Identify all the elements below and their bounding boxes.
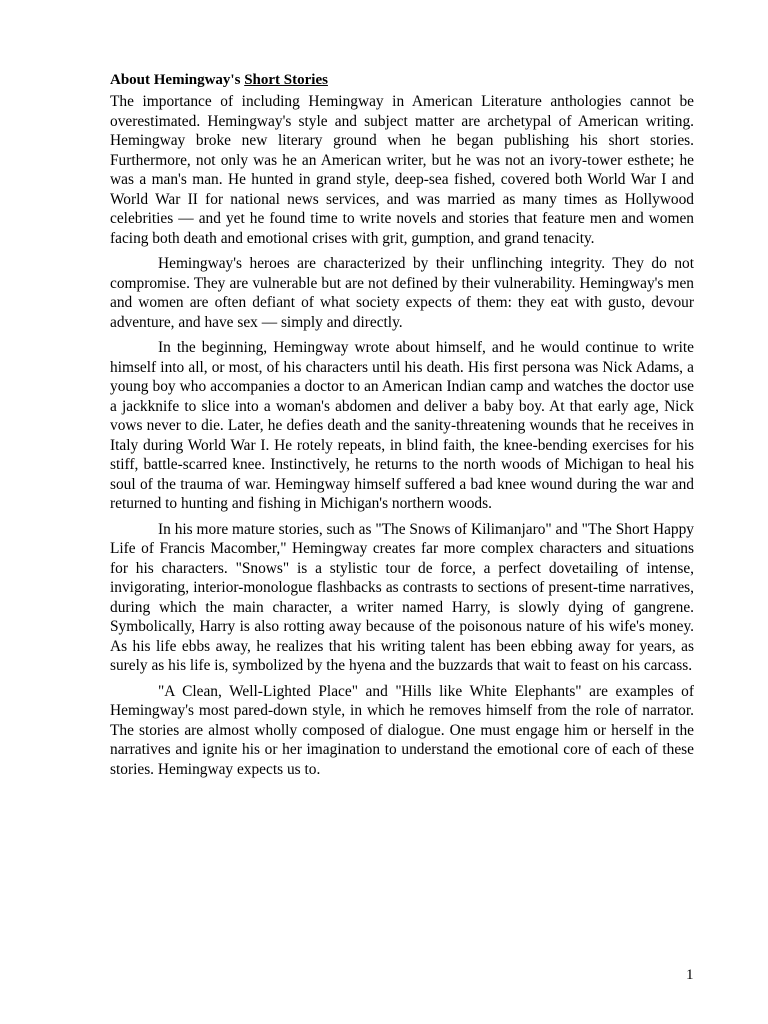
paragraph-beginning: In the beginning, Hemingway wrote about himself, and he would continue to write himself into all, or most, of his characters until his death. His first persona was Nick Adams, a young boy who accompanies a doctor to an American Indian camp and watches the doctor use a jackknife to slice into a woman's abdomen and deliver a baby boy. At that early age, Nick vows never to die. Later, he defies death and the sanity-threatening wounds that he receives in Italy during World War I. He rotely repeats, in blind faith, the knee-bending exercises for his stiff, battle-scarred knee. Instinctively, he returns to the north woods of Michigan to heal his soul of the trauma of war. Hemingway himself suffered a bad knee wound during the war and returned to hunting and fishing in Michigan's northern woods. (110, 339, 694, 512)
paragraph-heroes: Hemingway's heroes are characterized by their unflinching integrity. They do not compromise. They are vulnerable but are not defined by their vulnerability. Hemingway's men and women are often defiant of what society expects of them: they eat with gusto, devour adventure, and have sex — simply and directly. (110, 255, 694, 331)
paragraph-intro: The importance of including Hemingway in American Literature anthologies cannot be overestimated. Hemingway's style and subject matter are archetypal of American writing. Hemingway broke new literary ground when he began publishing his short stories. Furthermore, not only was he an American writer, but he was not an ivory-tower esthete; he was a man's man. He hunted in grand style, deep-sea fished, covered both World War I and World War II for national news services, and was married as many times as Hollywood celebrities — and yet he found time to write novels and stories that feature men and women facing both death and emotional crises with grit, gumption, and grand tenacity. (110, 93, 694, 247)
document-page (110, 70, 694, 785)
heading-prefix: About Hemingway's (110, 72, 245, 88)
page-number: 1 (686, 967, 694, 983)
paragraph-mature-stories: In his more mature stories, such as "The Snows of Kilimanjaro" and "The Short Happy Life of Francis Macomber," Hemingway creates far more complex characters and situations for his characters. "Snows" is a stylistic tour de force, a perfect dovetailing of intense, invigorating, interior-monologue flashbacks as contrasts to sections of present-time narratives, during which the main character, a writer named Harry, is slowly dying of gangrene. Symbolically, Harry is also rotting away because of the poisonous nature of his wife's money. As his life ebbs away, he realizes that his writing talent has been ebbing away for years, as surely as his life is, symbolized by the hyena and the buzzards that wait to feast on his carcass. (110, 520, 694, 674)
paragraph-pared-down-style: "A Clean, Well-Lighted Place" and "Hills like White Elephants" are examples of Hemingway's most pared-down style, in which he removes himself from the role of narrator. The stories are almost wholly composed of dialogue. One must engage him or herself in the narratives and ignite his or her imagination to understand the emotional core of each of these stories. Hemingway expects us to. (110, 682, 694, 778)
heading-underlined-title: Short Stories (244, 72, 328, 88)
document-heading (110, 70, 694, 90)
